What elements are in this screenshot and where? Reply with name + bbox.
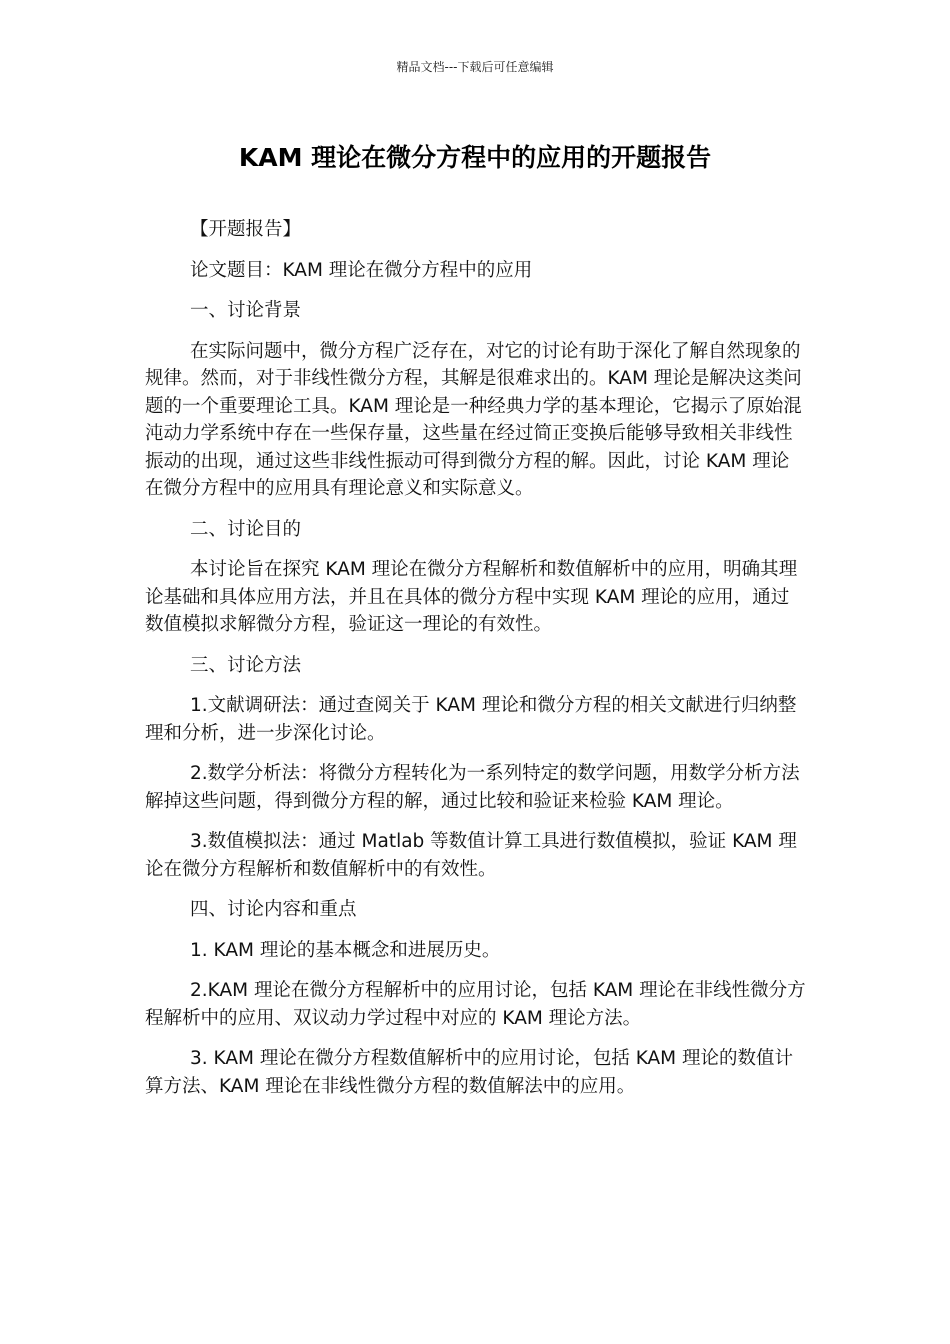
thesis-topic: 论文题目：KAM 理论在微分方程中的应用: [190, 259, 533, 281]
content-item-3: 3. KAM 理论在微分方程数值解析中的应用讨论，包括 KAM 理论的数值计算方法、KAM 理论在非线性微分方程的数值解法中的应用。: [145, 1048, 794, 1097]
method-item-analysis: 2.数学分析法：将微分方程转化为一系列特定的数学问题，用数学分析方法解掉这些问题，得到微分方程的解，通过比较和验证来检验 KAM 理论。: [145, 763, 800, 812]
method-item-simulation: 3.数值模拟法：通过 Matlab 等数值计算工具进行数值模拟，验证 KAM 理论在微分方程解析和数值解析中的有效性。: [145, 831, 797, 880]
section-heading-content: 四、讨论内容和重点: [190, 899, 357, 920]
background-paragraph: 在实际问题中，微分方程广泛存在，对它的讨论有助于深化了解自然现象的规律。然而，对于非线性微分方程，其解是很难求出的。KAM 理论是解决这类问题的一个重要理论工具。KAM 理论是一种经典力学的基本理论，它揭示了原始混沌动力学系统中存在一些保存量，这些量在经过简正变换后能够导致相关非线性振动的出现，通过这些非线性振动可得到微分方程的解。因此，讨论 KAM 理论在微分方程中的应用具有理论意义和实际意义。: [145, 340, 802, 499]
page-header-note: 精品文档---下载后可任意编辑: [396, 60, 554, 74]
section-heading-background: 一、讨论背景: [190, 300, 302, 321]
content-item-2: 2.KAM 理论在微分方程解析中的应用讨论，包括 KAM 理论在非线性微分方程解析中的应用、双议动力学过程中对应的 KAM 理论方法。: [145, 980, 806, 1029]
document-title: KAM 理论在微分方程中的应用的开题报告: [238, 143, 712, 172]
section-label-report: 【开题报告】: [190, 219, 302, 240]
method-item-literature: 1.文献调研法：通过查阅关于 KAM 理论和微分方程的相关文献进行归纳整理和分析，进一步深化讨论。: [145, 695, 797, 744]
section-heading-purpose: 二、讨论目的: [190, 518, 302, 540]
content-item-1: 1. KAM 理论的基本概念和进展历史。: [190, 939, 501, 961]
section-heading-methods: 三、讨论方法: [190, 654, 302, 676]
document-body: [145, 216, 807, 1113]
purpose-paragraph: 本讨论旨在探究 KAM 理论在微分方程解析和数值解析中的应用，明确其理论基础和具体应用方法，并且在具体的微分方程中实现 KAM 理论的应用，通过数值模拟求解微分方程，验证这一理论的有效性。: [145, 559, 798, 635]
